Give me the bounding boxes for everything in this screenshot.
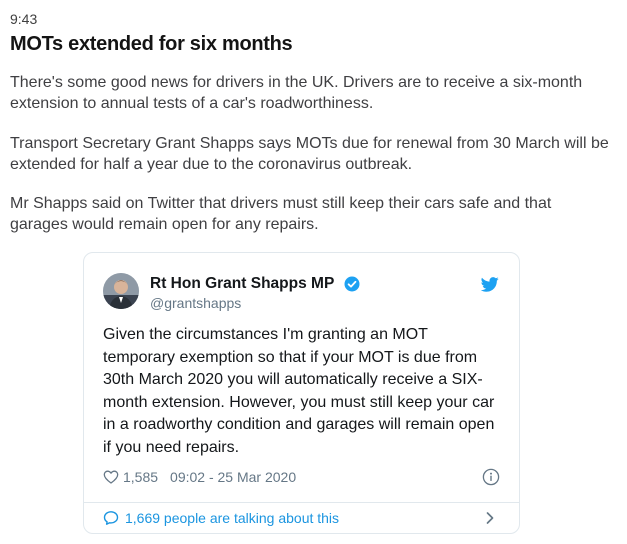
tweet-author-name[interactable]: Rt Hon Grant Shapps MP (150, 275, 335, 292)
embedded-tweet[interactable] (83, 252, 520, 534)
article-headline: MOTs extended for six months (10, 33, 293, 55)
heart-icon[interactable] (103, 469, 119, 485)
conversation-link[interactable] (103, 509, 339, 527)
like-count[interactable]: 1,585 (123, 469, 159, 485)
article-paragraph: Transport Secretary Grant Shapps says MOTs due for renewal from 30 March will be extended for half a year due to the coronavirus outbreak. (10, 135, 609, 173)
article-paragraph: There's some good news for drivers in the UK. Drivers are to receive a six-month extension to annual tests of a car's roadworthiness. (10, 74, 583, 112)
chevron-right-icon[interactable] (484, 510, 496, 526)
avatar[interactable] (103, 273, 139, 309)
twitter-bird-icon[interactable] (481, 277, 499, 292)
verified-badge-icon (344, 276, 360, 292)
tweet-author-handle[interactable]: @grantshapps (150, 295, 242, 311)
article-timestamp: 9:43 (10, 11, 38, 27)
tweet-timestamp[interactable]: 09:02 - 25 Mar 2020 (170, 469, 297, 485)
info-icon[interactable] (482, 468, 500, 486)
article-paragraph: Mr Shapps said on Twitter that drivers must still keep their cars safe and that garages would remain open for any repairs. (10, 195, 552, 233)
tweet-meta (103, 468, 296, 486)
divider (84, 502, 519, 503)
tweet-text: Given the circumstances I'm granting an MOT temporary exemption so that if your MOT is due from 30th March 2020 you will automatically receive a SIX-month extension. However, you must still keep your car in a roadworthy condition and garages will remain open if you need repairs. (103, 326, 495, 456)
speech-bubble-icon (103, 510, 119, 526)
conversation-count[interactable]: 1,669 people are talking about this (125, 510, 340, 526)
